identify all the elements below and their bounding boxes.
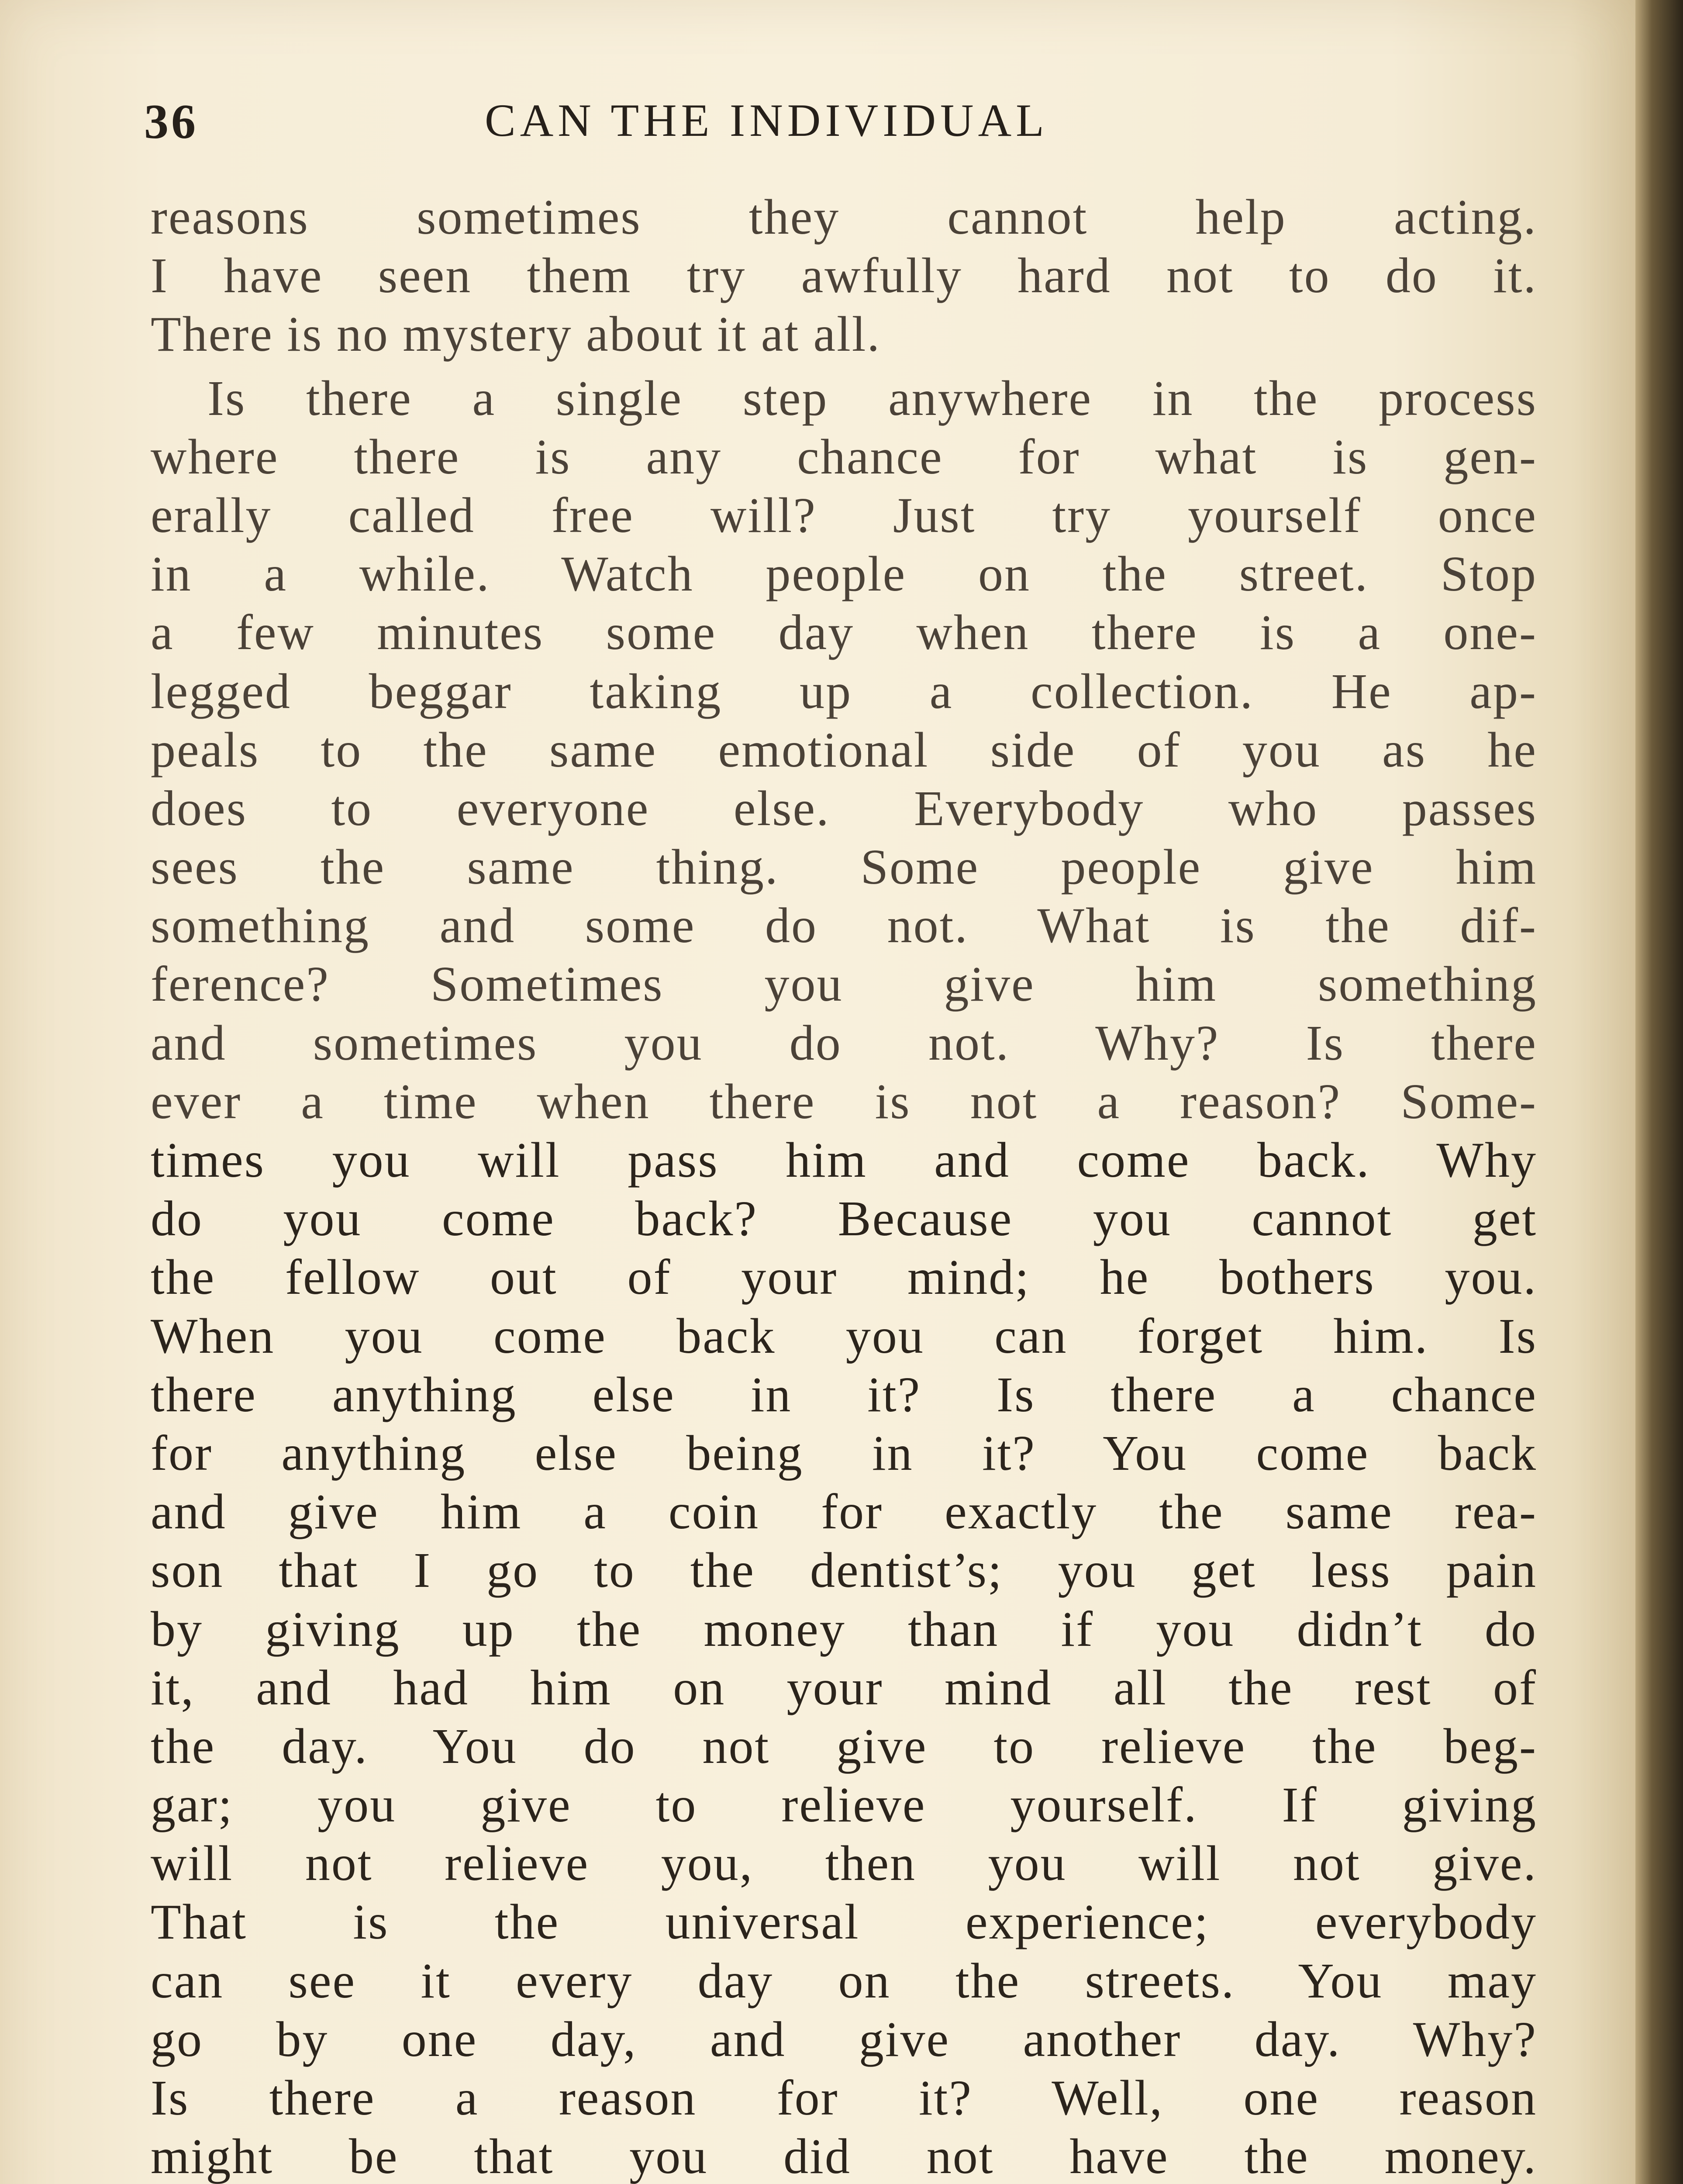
text-line: go by one day, and give another day. Why? (151, 2011, 1537, 2067)
text-line: will not relieve you, then you will not give. (151, 1835, 1537, 1891)
text-line: sees the same thing. Some people give him (151, 839, 1537, 895)
text-line: reasons sometimes they cannot help acting. (151, 189, 1537, 245)
text-line: for anything else being in it? You come back (151, 1425, 1537, 1481)
page-header (144, 94, 1393, 164)
text-line: Is there a reason for it? Well, one reason (151, 2070, 1537, 2125)
book-spine-edge (1635, 0, 1683, 2184)
running-head: CAN THE INDIVIDUAL (485, 95, 1048, 146)
text-line: and sometimes you do not. Why? Is there (151, 1015, 1537, 1071)
text-line: by giving up the money than if you didn’t do (151, 1601, 1537, 1657)
text-line: there anything else in it? Is there a chance (151, 1366, 1537, 1422)
page-number: 36 (144, 95, 198, 149)
text-line: a few minutes some day when there is a one- (151, 605, 1537, 660)
text-line: does to everyone else. Everybody who passes (151, 780, 1537, 836)
text-line: erally called free will? Just try yourself once (151, 487, 1537, 543)
text-line: times you will pass him and come back. Why (151, 1132, 1537, 1188)
paragraph (151, 369, 1537, 2184)
text-line: I have seen them try awfully hard not to do it. (151, 248, 1537, 304)
text-line: When you come back you can forget him. Is (151, 1308, 1537, 1364)
body-text (151, 188, 1537, 2184)
text-line: son that I go to the dentist’s; you get less pain (151, 1542, 1537, 1598)
text-line: ever a time when there is not a reason? Some- (151, 1073, 1537, 1129)
text-line: the day. You do not give to relieve the beg- (151, 1718, 1537, 1774)
text-line: There is no mystery about it at all. (151, 306, 881, 362)
text-line: in a while. Watch people on the street. Stop (151, 546, 1537, 602)
text-line: might be that you did not have the money. (151, 2129, 1537, 2184)
text-line: That is the universal experience; everybody (151, 1894, 1537, 1950)
text-line: and give him a coin for exactly the same rea- (151, 1484, 1537, 1540)
text-line: peals to the same emotional side of you as he (151, 722, 1537, 778)
text-line: legged beggar taking up a collection. He ap- (151, 663, 1537, 719)
text-line: it, and had him on your mind all the rest of (151, 1659, 1537, 1715)
text-line: do you come back? Because you cannot get (151, 1191, 1537, 1247)
text-line: can see it every day on the streets. You may (151, 1952, 1537, 2008)
text-line: gar; you give to relieve yourself. If giving (151, 1777, 1537, 1833)
paragraph (151, 188, 1537, 364)
text-line: something and some do not. What is the dif- (151, 898, 1537, 954)
text-line: the fellow out of your mind; he bothers you. (151, 1249, 1537, 1305)
text-line: where there is any chance for what is gen- (151, 429, 1537, 484)
text-line: Is there a single step anywhere in the process (207, 370, 1537, 426)
text-line: ference? Sometimes you give him something (151, 956, 1537, 1012)
